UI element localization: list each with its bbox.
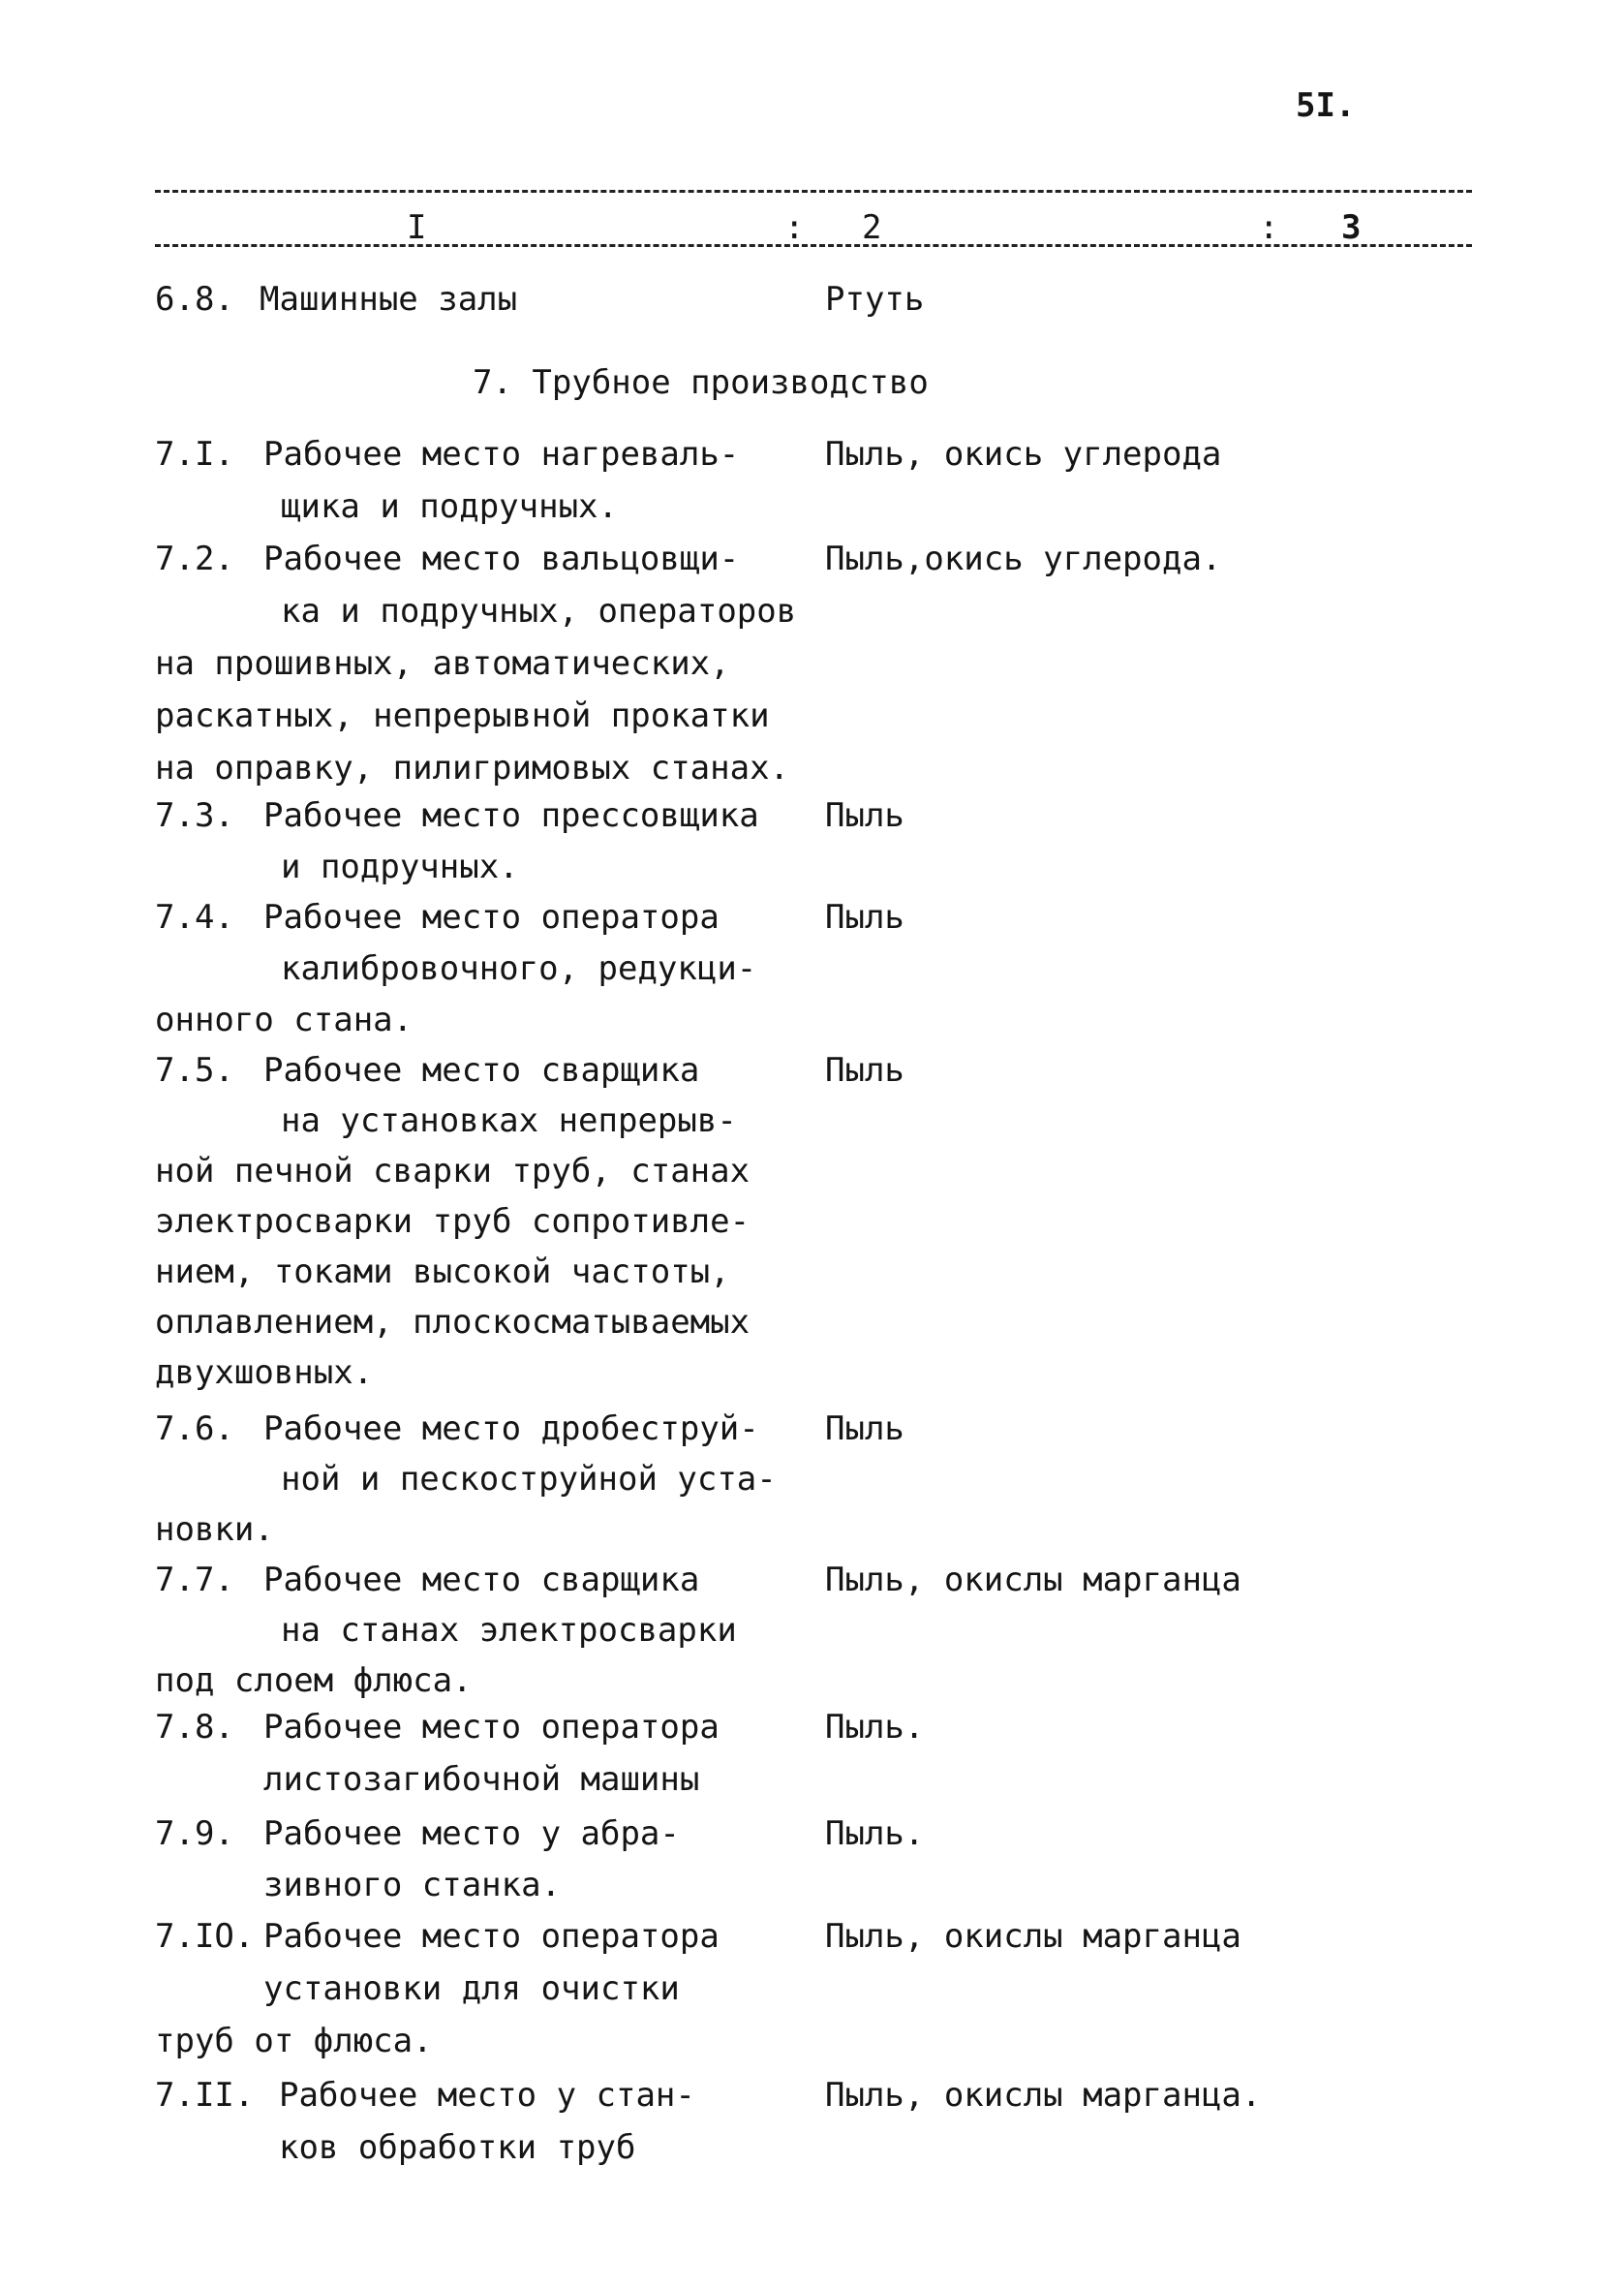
row-number: 7.2. bbox=[155, 540, 234, 578]
row-workplace-line: щика и подручных. bbox=[281, 487, 618, 526]
row-workplace-line: Рабочее место у абра- bbox=[263, 1814, 680, 1853]
row-workplace-line: нием, токами высокой частоты, bbox=[155, 1253, 730, 1291]
row-workplace-line: на установках непрерыв- bbox=[281, 1101, 737, 1140]
row-substance: Пыль, окислы марганца. bbox=[825, 2076, 1262, 2115]
row-workplace-line: Рабочее место прессовщика bbox=[263, 796, 759, 835]
row-substance: Пыль, окислы марганца bbox=[825, 1917, 1241, 1956]
row-workplace-line: листозагибочной машины bbox=[263, 1760, 700, 1799]
row-workplace-line: раскатных, непрерывной прокатки bbox=[155, 696, 770, 735]
row-workplace-line: новки. bbox=[155, 1510, 274, 1549]
section-title: 7. Трубное производство bbox=[473, 363, 929, 402]
row-workplace-line: двухшовных. bbox=[155, 1353, 374, 1392]
header-rule-top bbox=[155, 190, 1472, 193]
row-workplace-line: ной и пескоструйной уста- bbox=[281, 1460, 777, 1499]
row-workplace-line: калибровочного, редукци- bbox=[281, 949, 757, 988]
row-workplace-line: оплавлением, плоскосматываемых bbox=[155, 1303, 751, 1342]
row-workplace-line: труб от флюса. bbox=[155, 2022, 433, 2060]
row-workplace-line: ной печной сварки труб, станах bbox=[155, 1152, 751, 1191]
row-substance: Пыль,окись углерода. bbox=[825, 540, 1222, 578]
row-workplace-line: зивного станка. bbox=[263, 1866, 562, 1904]
row-workplace-line: Машинные залы bbox=[260, 280, 518, 319]
row-workplace-line: на прошивных, автоматических, bbox=[155, 644, 730, 683]
row-substance: Пыль bbox=[825, 1409, 904, 1448]
column-header-sep-2: : bbox=[1259, 208, 1279, 247]
row-substance: Пыль bbox=[825, 796, 904, 835]
row-workplace-line: Рабочее место оператора bbox=[263, 1917, 720, 1956]
row-substance: Ртуть bbox=[825, 280, 925, 319]
row-substance: Пыль bbox=[825, 1051, 904, 1090]
row-workplace-line: на оправку, пилигримовых станах. bbox=[155, 749, 790, 788]
row-number: 6.8. bbox=[155, 280, 234, 319]
column-header-1: I bbox=[407, 208, 427, 247]
row-workplace-line: Рабочее место нагреваль- bbox=[263, 435, 740, 474]
row-number: 7.6. bbox=[155, 1409, 234, 1448]
row-number: 7.IO. bbox=[155, 1917, 255, 1956]
row-workplace-line: на станах электросварки bbox=[281, 1611, 737, 1650]
column-header-2: 2 bbox=[862, 208, 882, 247]
row-workplace-line: установки для очистки bbox=[263, 1969, 680, 2008]
row-workplace-line: ков обработки труб bbox=[279, 2128, 636, 2167]
row-workplace-line: и подручных. bbox=[281, 848, 519, 886]
row-workplace-line: электросварки труб сопротивле- bbox=[155, 1202, 751, 1241]
row-workplace-line: Рабочее место оператора bbox=[263, 1708, 720, 1747]
row-workplace-line: онного стана. bbox=[155, 1001, 414, 1039]
row-number: 7.II. bbox=[155, 2076, 255, 2115]
row-workplace-line: Рабочее место дробеструй- bbox=[263, 1409, 759, 1448]
row-number: 7.I. bbox=[155, 435, 234, 474]
row-number: 7.9. bbox=[155, 1814, 234, 1853]
column-header-3: 3 bbox=[1341, 208, 1362, 247]
row-workplace-line: Рабочее место сварщика bbox=[263, 1561, 700, 1599]
row-workplace-line: под слоем флюса. bbox=[155, 1661, 473, 1700]
row-number: 7.5. bbox=[155, 1051, 234, 1090]
row-substance: Пыль, окись углерода bbox=[825, 435, 1222, 474]
row-substance: Пыль bbox=[825, 898, 904, 937]
row-workplace-line: ка и подручных, операторов bbox=[281, 592, 797, 631]
page-number: 5I. bbox=[1296, 86, 1356, 125]
column-header-sep-1: : bbox=[784, 208, 805, 247]
row-workplace-line: Рабочее место сварщика bbox=[263, 1051, 700, 1090]
row-workplace-line: Рабочее место вальцовщи- bbox=[263, 540, 740, 578]
row-workplace-line: Рабочее место оператора bbox=[263, 898, 720, 937]
row-substance: Пыль. bbox=[825, 1814, 925, 1853]
row-number: 7.8. bbox=[155, 1708, 234, 1747]
row-number: 7.7. bbox=[155, 1561, 234, 1599]
row-number: 7.3. bbox=[155, 796, 234, 835]
row-substance: Пыль. bbox=[825, 1708, 925, 1747]
row-number: 7.4. bbox=[155, 898, 234, 937]
row-substance: Пыль, окислы марганца bbox=[825, 1561, 1241, 1599]
row-workplace-line: Рабочее место у стан- bbox=[279, 2076, 695, 2115]
